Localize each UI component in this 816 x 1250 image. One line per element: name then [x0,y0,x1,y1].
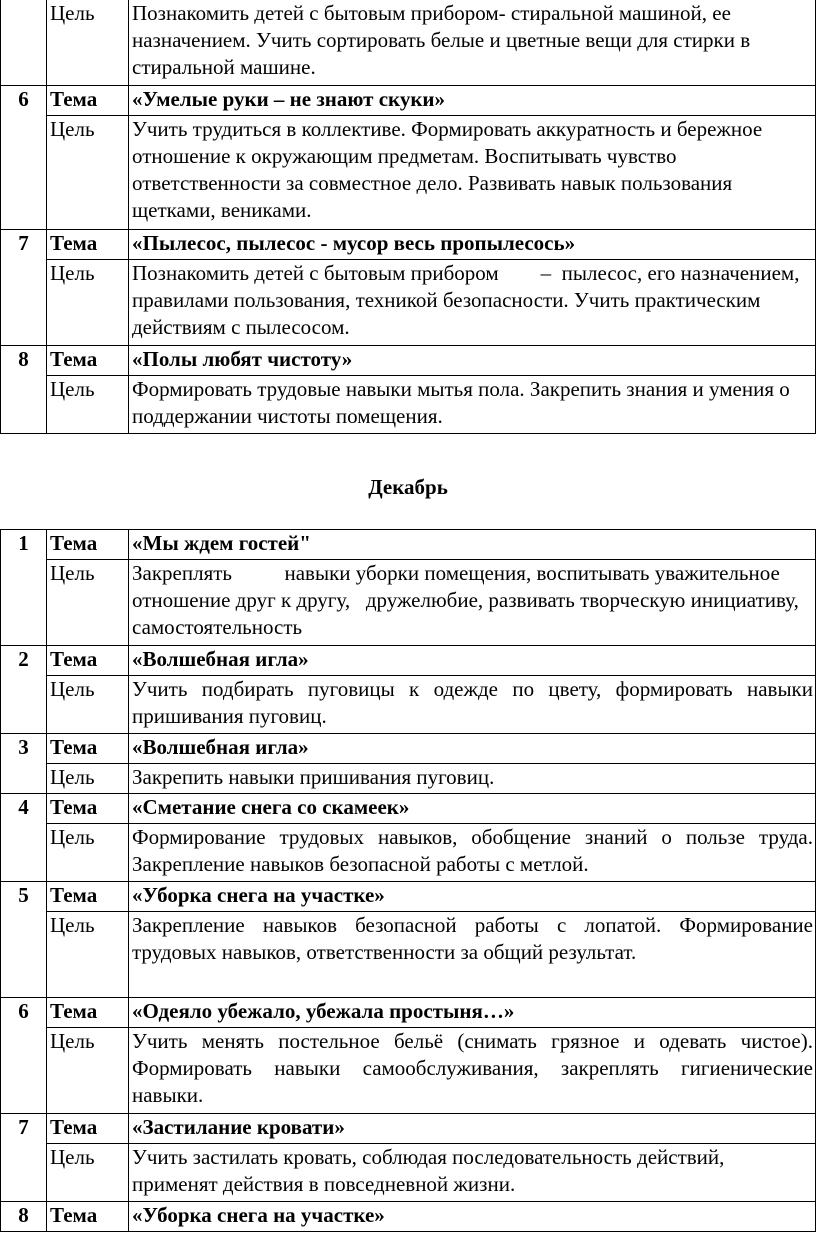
table-row [1,116,816,230]
topic-label: Тема [47,882,129,912]
table-row [1,376,816,434]
row-number: 5 [1,882,47,998]
row-number: 8 [1,346,47,434]
topic-title: «Волшебная игла» [129,646,816,676]
row-number: 6 [1,998,47,1114]
goal-text: Учить трудиться в коллективе. Формировать аккуратность и бережное отношение к окружающим предметам. Воспитывать чувство ответственности за совместное дело. Развивать навык пользования щетками, вениками. [129,116,816,230]
row-number: 8 [1,1202,47,1232]
topic-label: Тема [47,1202,129,1232]
table-row [1,882,816,912]
table-row [1,0,816,86]
goal-text: Учить менять постельное бельё (снимать грязное и одевать чистое). Формировать навыки самообслуживания, закреплять гигиенические навыки. [129,1028,816,1114]
row-number: 7 [1,1114,47,1202]
month-heading: Декабрь [368,475,448,499]
table-row [1,560,816,646]
goal-label: Цель [47,676,129,734]
table-row [1,530,816,560]
topic-label: Тема [47,346,129,376]
goal-label: Цель [47,912,129,998]
goal-label: Цель [47,824,129,882]
goal-text: Учить подбирать пуговицы к одежде по цвету, формировать навыки пришивания пуговиц. [129,676,816,734]
topic-label: Тема [47,86,129,116]
row-number: 4 [1,794,47,882]
table-row [1,824,816,882]
row-number-empty [1,0,47,86]
goal-label: Цель [47,764,129,794]
topic-title: «Уборка снега на участке» [129,882,816,912]
goal-label: Цель [47,260,129,346]
goal-text: Закрепление навыков безопасной работы с лопатой. Формирование трудовых навыков, ответственности за общий результат. [129,912,816,998]
topic-title: «Волшебная игла» [129,734,816,764]
topic-title: «Мы ждем гостей" [129,530,816,560]
row-number: 7 [1,230,47,346]
table-row [1,912,816,998]
table-row [1,1144,816,1202]
table-row [1,1114,816,1144]
topic-label: Тема [47,734,129,764]
topic-label: Тема [47,998,129,1028]
topic-title: «Умелые руки – не знают скуки» [129,86,816,116]
topic-title: «Полы любят чистоту» [129,346,816,376]
row-number: 3 [1,734,47,794]
goal-text: Закреплять навыки уборки помещения, воспитывать уважительное отношение друг к другу, дружелюбие, развивать творческую инициативу, самостоятельность [129,560,816,646]
row-number: 1 [1,530,47,646]
table-row [1,764,816,794]
topic-label: Тема [47,794,129,824]
goal-label: Цель [47,1144,129,1202]
row-number: 2 [1,646,47,734]
topic-label: Тема [47,1114,129,1144]
goal-label: Цель [47,560,129,646]
topic-label: Тема [47,646,129,676]
goal-text: Закрепить навыки пришивания пуговиц. [129,764,816,794]
table-row [1,230,816,260]
topic-label: Тема [47,230,129,260]
topic-title: «Сметание снега со скамеек» [129,794,816,824]
goal-label: Цель [47,0,129,86]
goal-text: Учить застилать кровать, соблюдая последовательность действий, применят действия в повседневной жизни. [129,1144,816,1202]
table-row [1,676,816,734]
table-row [1,346,816,376]
table-row [1,646,816,676]
table-row [1,998,816,1028]
table-row [1,734,816,764]
goal-label: Цель [47,116,129,230]
table-row [1,794,816,824]
row-number: 6 [1,86,47,230]
table-row [1,1028,816,1114]
goal-label: Цель [47,1028,129,1114]
topic-title: «Одеяло убежало, убежала простыня…» [129,998,816,1028]
topic-title: «Уборка снега на участке» [129,1202,816,1232]
goal-text: Формирование трудовых навыков, обобщение знаний о пользе труда. Закрепление навыков безопасной работы с метлой. [129,824,816,882]
table-row [1,1202,816,1232]
goal-text: Формировать трудовые навыки мытья пола. Закрепить знания и умения о поддержании чистоты помещения. [129,376,816,434]
goal-label: Цель [47,376,129,434]
topic-title: «Пылесос, пылесос - мусор весь пропылесось» [129,230,816,260]
topic-label: Тема [47,530,129,560]
plan-table-december [0,529,816,1232]
goal-text: Познакомить детей с бытовым прибором- стиральной машиной, ее назначением. Учить сортировать белые и цветные вещи для стирки в стиральной машине. [129,0,816,86]
table-row [1,260,816,346]
plan-table-november [0,0,816,434]
goal-text: Познакомить детей с бытовым прибором – пылесос, его назначением, правилами пользования, техникой безопасности. Учить практическим действиям с пылесосом. [129,260,816,346]
table-row [1,86,816,116]
topic-title: «Застилание кровати» [129,1114,816,1144]
